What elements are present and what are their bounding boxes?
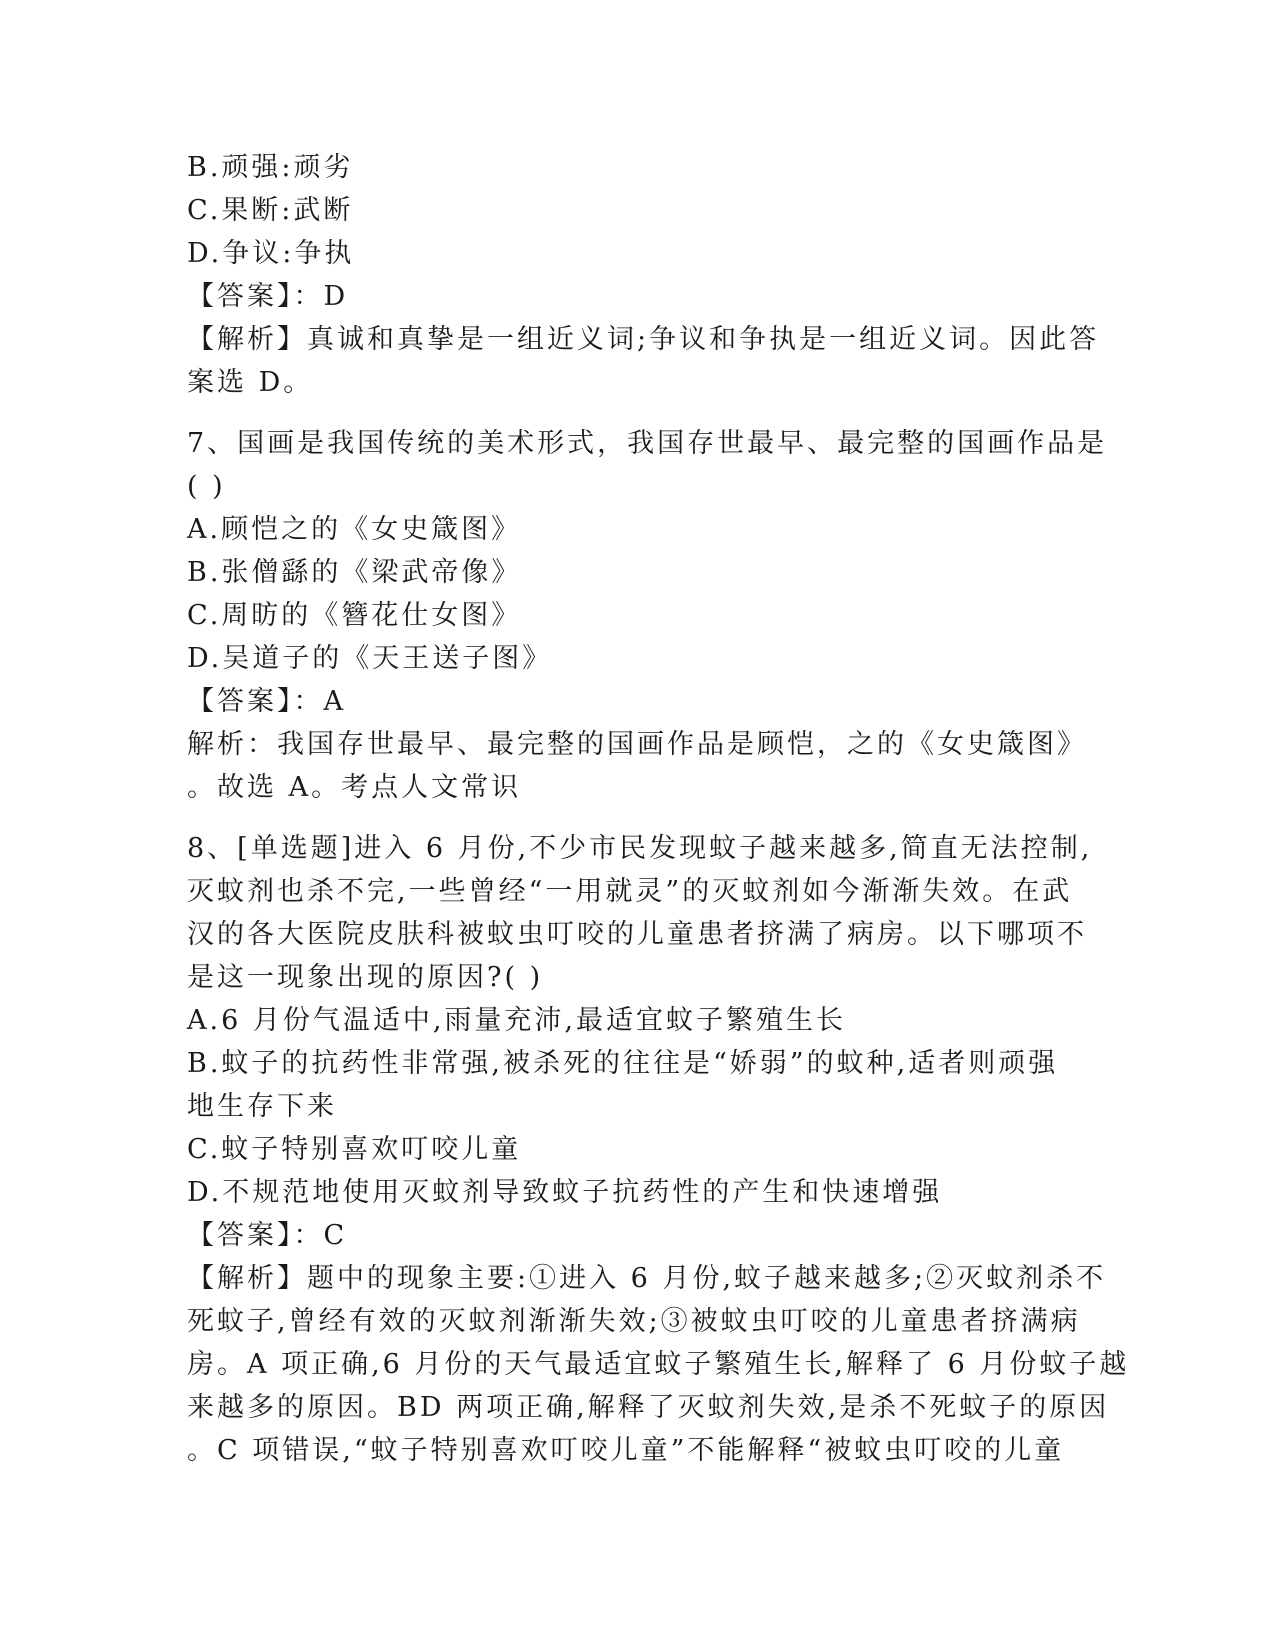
q8-analysis-line: 死蚊子,曾经有效的灭蚊剂渐渐失效;③被蚊虫叮咬的儿童患者挤满病: [187, 1306, 1081, 1337]
q8-answer: 【答案】：C: [187, 1220, 348, 1251]
q8-option-b: B.蚊子的抗药性非常强,被杀死的往往是“娇弱”的蚊种,适者则顽强: [187, 1048, 1059, 1079]
q8-option-a: A.6 月份气温适中,雨量充沛,最适宜蚊子繁殖生长: [187, 1005, 847, 1036]
q8-option-c: C.蚊子特别喜欢叮咬儿童: [187, 1134, 522, 1165]
q7-option-b: B.张僧繇的《梁武帝像》: [187, 557, 522, 588]
q6-option-d: D.争议:争执: [187, 238, 355, 269]
question-6-tail: [187, 146, 1100, 404]
q8-option-b-continued: 地生存下来: [187, 1091, 337, 1122]
q6-analysis-line: 【解析】真诚和真挚是一组近义词;争议和争执是一组近义词。因此答: [187, 324, 1100, 355]
document-page: [187, 146, 1130, 1472]
q7-option-d: D.吴道子的《天王送子图》: [187, 643, 553, 674]
q6-answer: 【答案】：D: [187, 281, 349, 312]
q8-stem-line: 汉的各大医院皮肤科被蚊虫叮咬的儿童患者挤满了病房。以下哪项不: [187, 919, 1087, 950]
q7-option-c: C.周昉的《簪花仕女图》: [187, 600, 522, 631]
q8-stem-line: 灭蚊剂也杀不完,一些曾经“一用就灵”的灭蚊剂如今渐渐失效。在武: [187, 876, 1073, 907]
q6-option-b: B.顽强:顽劣: [187, 152, 354, 183]
q8-analysis-line: 来越多的原因。BD 两项正确,解释了灭蚊剂失效,是杀不死蚊子的原因: [187, 1392, 1110, 1423]
q8-stem-line: 是这一现象出现的原因?( ): [187, 962, 544, 993]
q7-answer: 【答案】：A: [187, 686, 346, 717]
q7-stem-line: ( ): [187, 471, 226, 502]
q8-option-d: D.不规范地使用灭蚊剂导致蚊子抗药性的产生和快速增强: [187, 1177, 943, 1208]
q7-analysis-line: 解析：我国存世最早、最完整的国画作品是顾恺，之的《女史箴图》: [187, 729, 1087, 760]
q7-analysis-line: 。故选 A。考点人文常识: [187, 772, 522, 803]
q8-analysis-line: 【解析】题中的现象主要:①进入 6 月份,蚊子越来越多;②灭蚊剂杀不: [187, 1263, 1107, 1294]
q8-analysis-line: 。C 项错误,“蚊子特别喜欢叮咬儿童”不能解释“被蚊虫叮咬的儿童: [187, 1435, 1065, 1466]
question-8: [187, 827, 1130, 1472]
q7-option-a: A.顾恺之的《女史箴图》: [187, 514, 522, 545]
q7-stem-line: 7、国画是我国传统的美术形式，我国存世最早、最完整的国画作品是: [187, 428, 1108, 459]
q8-stem-line: 8、[单选题]进入 6 月份,不少市民发现蚊子越来越多,简直无法控制,: [187, 833, 1093, 864]
question-7: [187, 422, 1108, 809]
spacer: [187, 809, 1087, 827]
q8-analysis-line: 房。A 项正确,6 月份的天气最适宜蚊子繁殖生长,解释了 6 月份蚊子越: [187, 1349, 1130, 1380]
q6-analysis-line: 案选 D。: [187, 367, 314, 398]
q6-option-c: C.果断:武断: [187, 195, 354, 226]
spacer: [187, 404, 1087, 422]
